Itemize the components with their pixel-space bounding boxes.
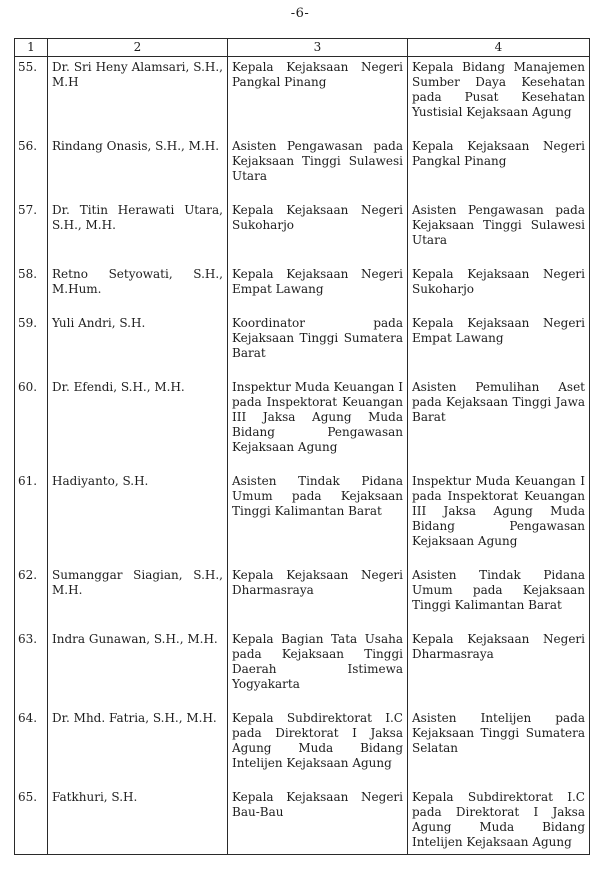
new-position-cell: Kepala Kejaksaan Negeri Pangkal Pinang — [408, 136, 590, 200]
name-cell: Dr. Efendi, S.H., M.H. — [48, 377, 228, 471]
old-position-cell: Kepala Kejaksaan Negeri Dharmasraya — [228, 565, 408, 629]
name-cell: Fatkhuri, S.H. — [48, 787, 228, 855]
new-position-cell: Kepala Kejaksaan Negeri Empat Lawang — [408, 313, 590, 377]
table-row — [15, 629, 590, 708]
table-row — [15, 708, 590, 787]
name-cell: Dr. Sri Heny Alamsari, S.H., M.H — [48, 57, 228, 137]
old-position-cell: Kepala Kejaksaan Negeri Pangkal Pinang — [228, 57, 408, 137]
personnel-table — [14, 38, 590, 855]
new-position-cell: Asisten Pengawasan pada Kejaksaan Tinggi Sulawesi Utara — [408, 200, 590, 264]
row-number-cell: 57. — [15, 200, 48, 264]
old-position-cell: Asisten Tindak Pidana Umum pada Kejaksaan Tinggi Kalimantan Barat — [228, 471, 408, 565]
new-position-cell: Asisten Tindak Pidana Umum pada Kejaksaan Tinggi Kalimantan Barat — [408, 565, 590, 629]
page-number: -6- — [290, 6, 310, 21]
row-number-cell: 62. — [15, 565, 48, 629]
table-row — [15, 264, 590, 313]
name-cell: Sumanggar Siagian, S.H., M.H. — [48, 565, 228, 629]
row-number-cell: 56. — [15, 136, 48, 200]
old-position-cell: Inspektur Muda Keuangan I pada Inspektorat Keuangan III Jaksa Agung Muda Bidang Pengawasan Kejaksaan Agung — [228, 377, 408, 471]
row-number-cell: 60. — [15, 377, 48, 471]
row-number-cell: 64. — [15, 708, 48, 787]
new-position-cell: Inspektur Muda Keuangan I pada Inspektorat Keuangan III Jaksa Agung Muda Bidang Pengawasan Kejaksaan Agung — [408, 471, 590, 565]
table-row — [15, 200, 590, 264]
column-header-4: 4 — [408, 39, 590, 57]
name-cell: Yuli Andri, S.H. — [48, 313, 228, 377]
column-header-3: 3 — [228, 39, 408, 57]
table-row — [15, 57, 590, 137]
row-number-cell: 61. — [15, 471, 48, 565]
column-header-2: 2 — [48, 39, 228, 57]
row-number-cell: 55. — [15, 57, 48, 137]
row-number-cell: 59. — [15, 313, 48, 377]
new-position-cell: Asisten Pemulihan Aset pada Kejaksaan Tinggi Jawa Barat — [408, 377, 590, 471]
name-cell: Dr. Titin Herawati Utara, S.H., M.H. — [48, 200, 228, 264]
table-row — [15, 377, 590, 471]
table-row — [15, 471, 590, 565]
old-position-cell: Kepala Bagian Tata Usaha pada Kejaksaan Tinggi Daerah Istimewa Yogyakarta — [228, 629, 408, 708]
name-cell: Hadiyanto, S.H. — [48, 471, 228, 565]
name-cell: Dr. Mhd. Fatria, S.H., M.H. — [48, 708, 228, 787]
table-header-row — [15, 39, 590, 57]
name-cell: Rindang Onasis, S.H., M.H. — [48, 136, 228, 200]
new-position-cell: Asisten Intelijen pada Kejaksaan Tinggi Sumatera Selatan — [408, 708, 590, 787]
table-row — [15, 313, 590, 377]
new-position-cell: Kepala Kejaksaan Negeri Sukoharjo — [408, 264, 590, 313]
old-position-cell: Kepala Kejaksaan Negeri Empat Lawang — [228, 264, 408, 313]
old-position-cell: Asisten Pengawasan pada Kejaksaan Tinggi Sulawesi Utara — [228, 136, 408, 200]
name-cell: Indra Gunawan, S.H., M.H. — [48, 629, 228, 708]
old-position-cell: Koordinator pada Kejaksaan Tinggi Sumatera Barat — [228, 313, 408, 377]
column-header-1: 1 — [15, 39, 48, 57]
old-position-cell: Kepala Kejaksaan Negeri Sukoharjo — [228, 200, 408, 264]
row-number-cell: 63. — [15, 629, 48, 708]
new-position-cell: Kepala Bidang Manajemen Sumber Daya Kesehatan pada Pusat Kesehatan Yustisial Kejaksaan Agung — [408, 57, 590, 137]
table-row — [15, 787, 590, 855]
table-row — [15, 565, 590, 629]
new-position-cell: Kepala Subdirektorat I.C pada Direktorat I Jaksa Agung Muda Bidang Intelijen Kejaksaan Agung — [408, 787, 590, 855]
old-position-cell: Kepala Subdirektorat I.C pada Direktorat I Jaksa Agung Muda Bidang Intelijen Kejaksaan Agung — [228, 708, 408, 787]
new-position-cell: Kepala Kejaksaan Negeri Dharmasraya — [408, 629, 590, 708]
row-number-cell: 65. — [15, 787, 48, 855]
old-position-cell: Kepala Kejaksaan Negeri Bau-Bau — [228, 787, 408, 855]
table-row — [15, 136, 590, 200]
row-number-cell: 58. — [15, 264, 48, 313]
name-cell: Retno Setyowati, S.H., M.Hum. — [48, 264, 228, 313]
